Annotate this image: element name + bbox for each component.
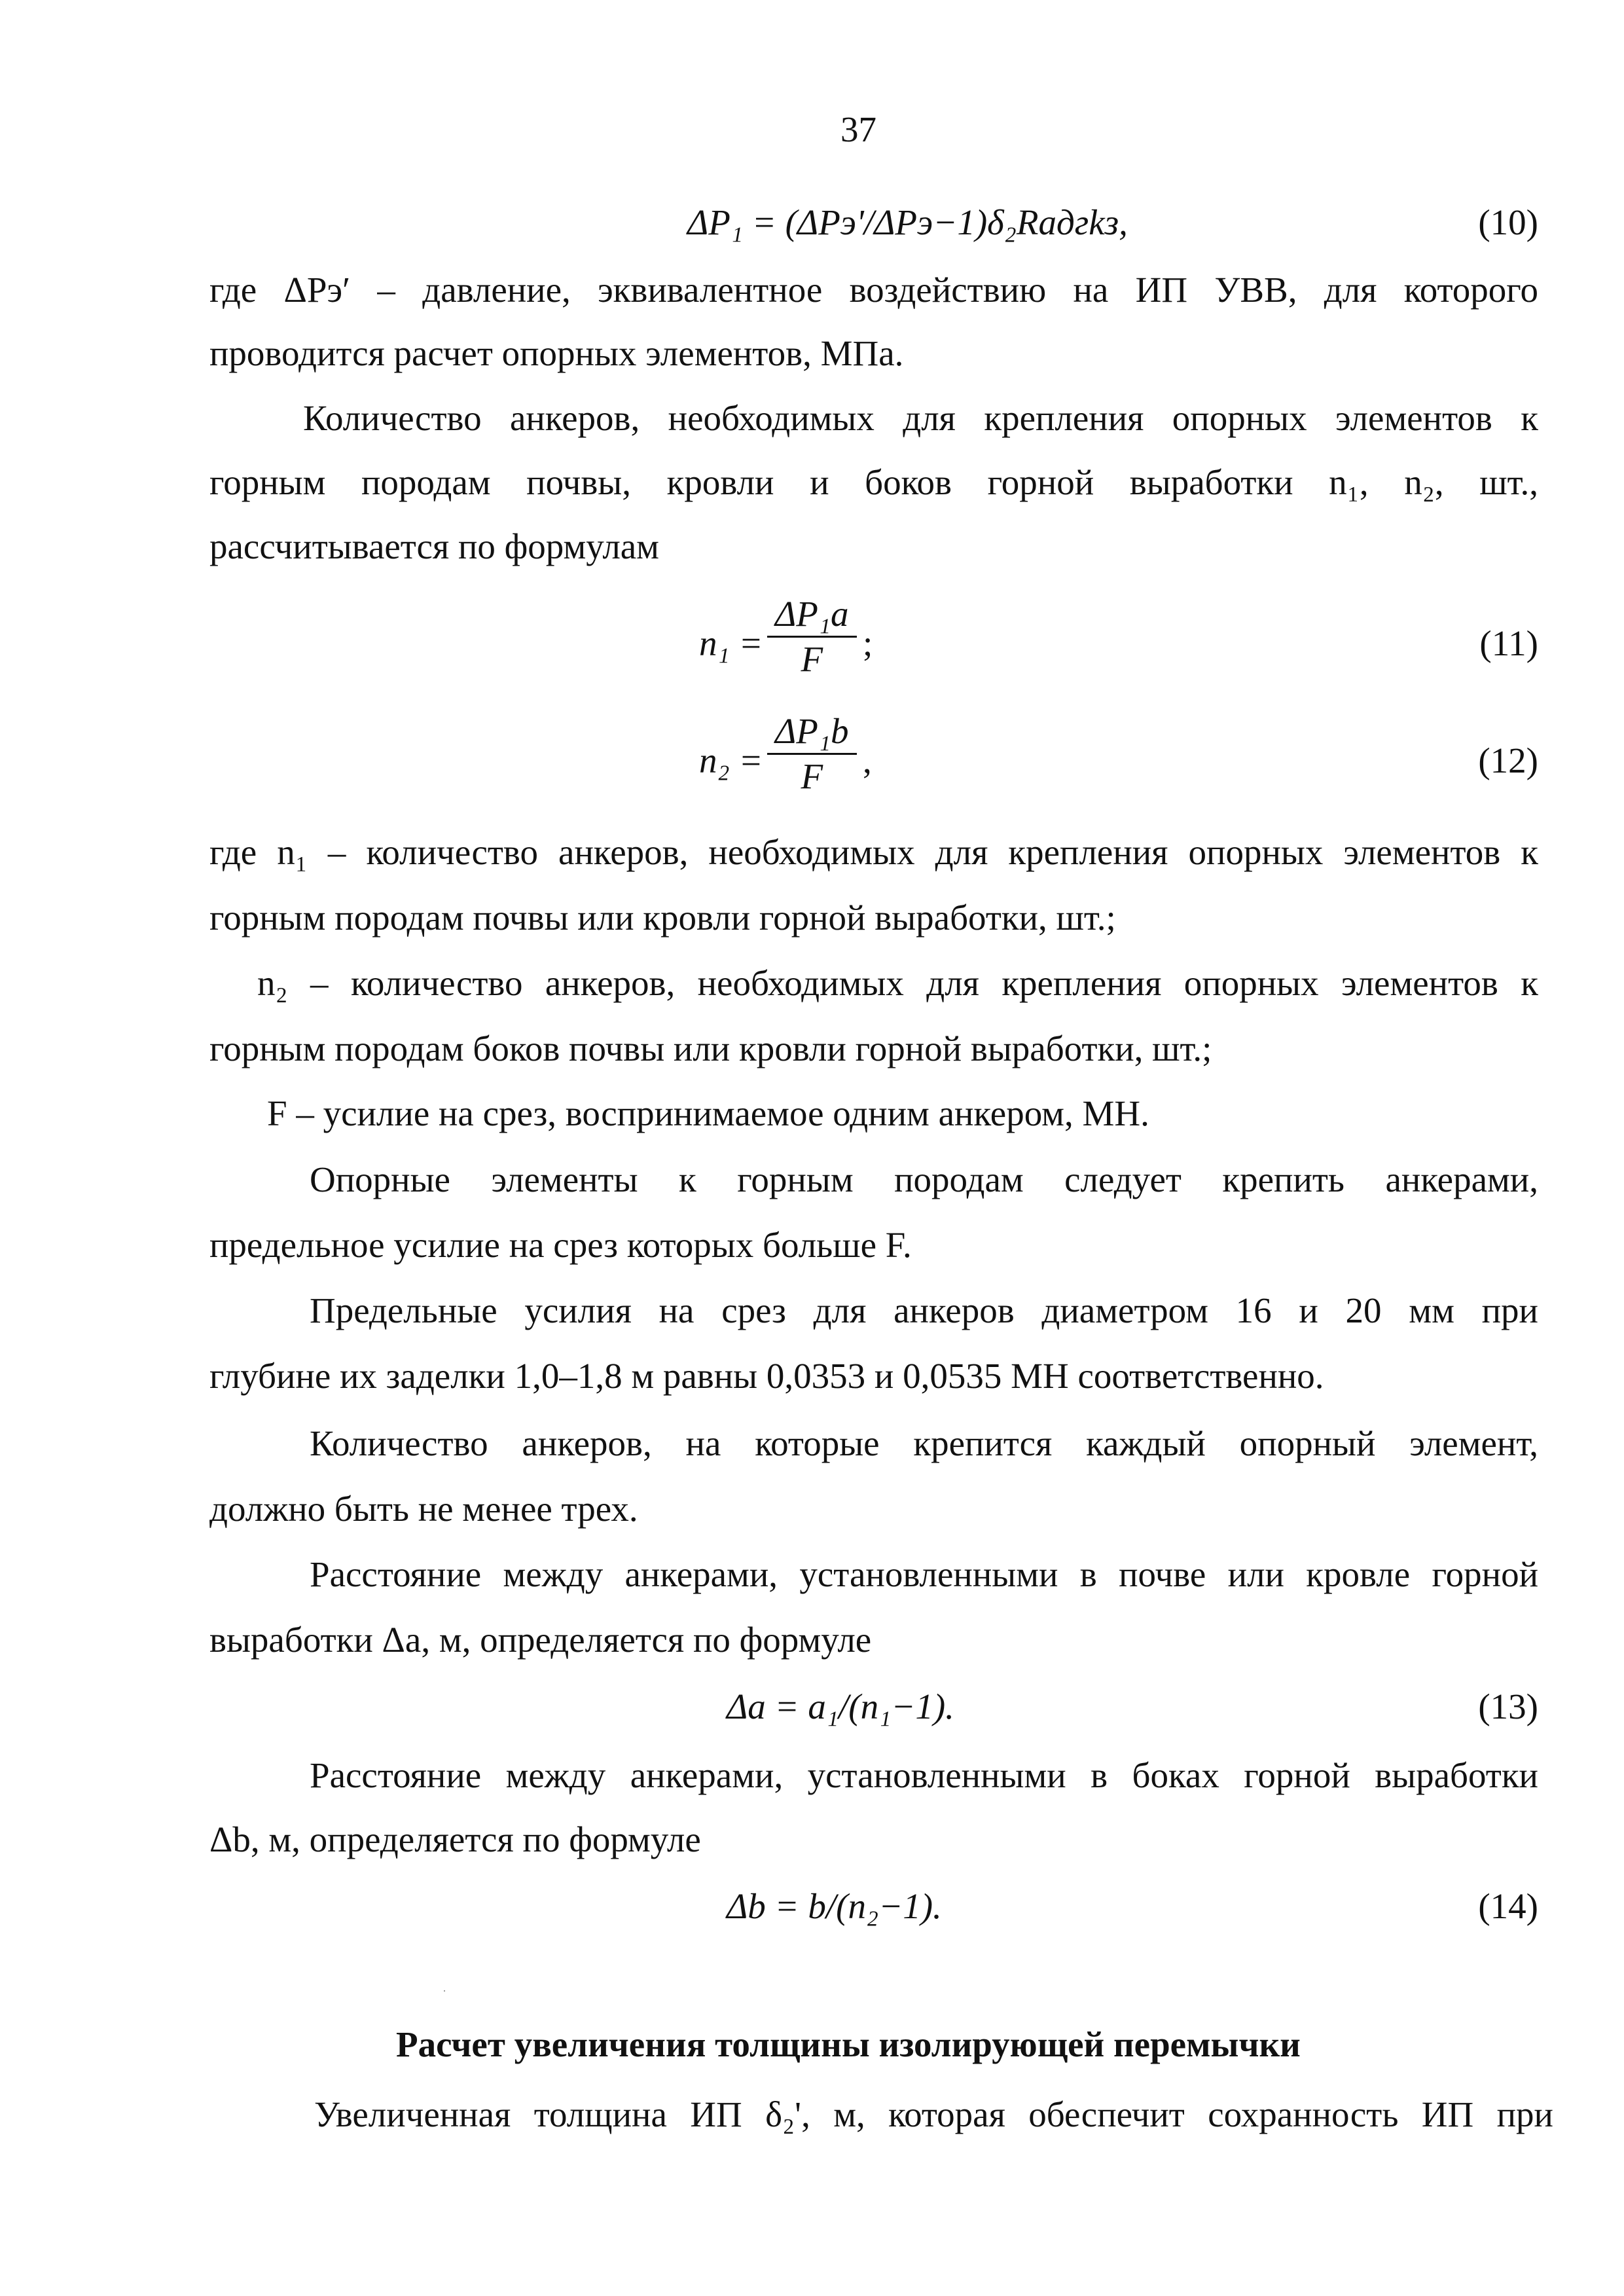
paragraph-2-line-1: Опорные элементы к горным породам следует крепить анкерами, bbox=[310, 1159, 1538, 1199]
equation-11-lhs: n₁ = bbox=[699, 623, 763, 663]
equation-13-number: (13) bbox=[1478, 1686, 1538, 1726]
paragraph-7-line-1: Увеличенная толщина ИП δ₂', м, которая обеспечит сохранность ИП при bbox=[314, 2094, 1553, 2134]
equation-14: Δb = b/(n₂−1). bbox=[727, 1886, 942, 1926]
paragraph-4-line-2: должно быть не менее трех. bbox=[209, 1489, 638, 1529]
equation-12-numerator: ΔP₁b bbox=[767, 710, 857, 755]
definition-n1-line-2: горным породам почвы или кровли горной выработки, шт.; bbox=[209, 898, 1116, 938]
equation-13: Δa = a₁/(n₁−1). bbox=[727, 1686, 954, 1726]
equation-12-denominator: F bbox=[801, 756, 823, 796]
equation-11-tail: ; bbox=[863, 623, 873, 663]
equation-11-number: (11) bbox=[1479, 623, 1538, 663]
paragraph-4-line-1: Количество анкеров, на которые крепится каждый опорный элемент, bbox=[310, 1423, 1538, 1463]
paragraph-6-line-2: Δb, м, определяется по формуле bbox=[209, 1819, 701, 1859]
paragraph-3-line-1: Предельные усилия на срез для анкеров диаметром 16 и 20 мм при bbox=[310, 1290, 1538, 1330]
equation-12-tail: , bbox=[863, 740, 872, 780]
equation-11-denominator: F bbox=[801, 639, 823, 679]
page-number: 37 bbox=[840, 109, 876, 149]
definition-n1-line-1: где n₁ – количество анкеров, необходимых для крепления опорных элементов к bbox=[209, 832, 1538, 872]
where-p-line-1: где ΔPэ′ – давление, эквивалентное воздействию на ИП УВВ, для которого bbox=[209, 270, 1538, 310]
equation-14-number: (14) bbox=[1478, 1886, 1538, 1926]
where-p-line-2: проводится расчет опорных элементов, МПа. bbox=[209, 333, 904, 373]
equation-11-fraction bbox=[767, 592, 857, 681]
equation-12-lhs: n₂ = bbox=[699, 740, 763, 780]
paragraph-5-line-2: выработки Δa, м, определяется по формуле bbox=[209, 1620, 872, 1660]
equation-10-number: (10) bbox=[1478, 202, 1538, 242]
paragraph-1-line-1: Количество анкеров, необходимых для крепления опорных элементов к bbox=[303, 398, 1538, 438]
scan-speck bbox=[444, 1990, 445, 1992]
paragraph-3-line-2: глубине их заделки 1,0–1,8 м равны 0,0353 и 0,0535 МН соответственно. bbox=[209, 1356, 1324, 1396]
equation-10: ΔP₁ = (ΔPэ'/ΔPэ−1)δ₂Rадгkз, bbox=[687, 202, 1128, 242]
equation-11-numerator: ΔP₁a bbox=[767, 592, 857, 638]
section-heading: Расчет увеличения толщины изолирующей перемычки bbox=[396, 2024, 1301, 2064]
paragraph-6-line-1: Расстояние между анкерами, установленными в боках горной выработки bbox=[310, 1755, 1538, 1795]
paragraph-5-line-1: Расстояние между анкерами, установленными в почве или кровле горной bbox=[310, 1554, 1538, 1594]
definition-n2-line-2: горным породам боков почвы или кровли горной выработки, шт.; bbox=[209, 1029, 1212, 1068]
paragraph-1-line-2: горным породам почвы, кровли и боков горной выработки n₁, n₂, шт., bbox=[209, 462, 1538, 502]
equation-12-number: (12) bbox=[1478, 740, 1538, 780]
paragraph-1-line-3: рассчитывается по формулам bbox=[209, 526, 659, 566]
definition-f-line: F – усилие на срез, воспринимаемое одним анкером, МН. bbox=[267, 1093, 1149, 1133]
equation-12-fraction bbox=[767, 710, 857, 798]
paragraph-2-line-2: предельное усилие на срез которых больше F. bbox=[209, 1225, 912, 1265]
definition-n2-line-1: n₂ – количество анкеров, необходимых для крепления опорных элементов к bbox=[257, 963, 1538, 1003]
